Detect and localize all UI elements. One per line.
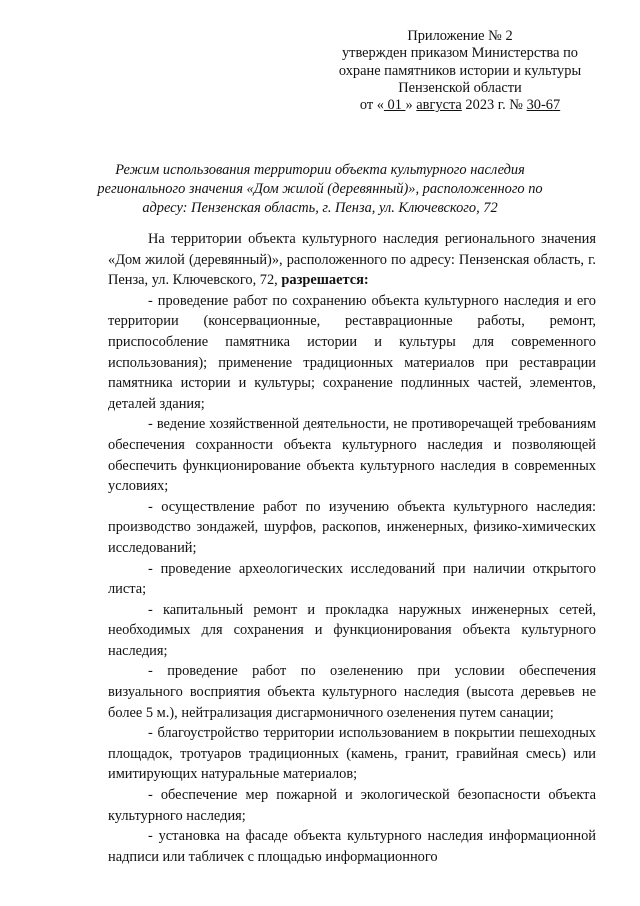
list-item: - осуществление работ по изучению объекта культурного наследия: производство зондажей, шурфов, раскопов, инженерных, физико-химических исследований; bbox=[108, 498, 596, 556]
list-item: - капитальный ремонт и прокладка наружных инженерных сетей, необходимых для сохранения и функционирования объекта культурного наследия; bbox=[108, 601, 596, 659]
intro-paragraph bbox=[108, 229, 596, 291]
appendix-number: Приложение № 2 bbox=[407, 28, 513, 44]
list-item: - обеспечение мер пожарной и экологической безопасности объекта культурного наследия; bbox=[108, 787, 596, 824]
list-item: - проведение работ по озеленению при условии обеспечения визуального восприятия объекта культурного наследия (высота деревьев не более 5 м.), нейтрализация дисгармоничного озеленения путем санации; bbox=[108, 663, 596, 721]
document-body bbox=[108, 229, 596, 867]
date-month: августа bbox=[416, 97, 462, 114]
date-year: 2023 г. № bbox=[461, 97, 527, 114]
list-item: - проведение археологических исследований при наличии открытого листа; bbox=[108, 560, 596, 598]
date-day: 01 bbox=[383, 97, 406, 114]
region-line: Пензенской области bbox=[398, 79, 522, 96]
order-number: 30-67 bbox=[526, 97, 561, 114]
list-item: - установка на фасаде объекта культурного наследия информационной надписи или табличек с площадью информационного bbox=[108, 828, 596, 865]
list-item: - благоустройство территории использованием в покрытии пешеходных площадок, тротуаров традиционных (камень, гранит, гравийная смесь) или имитирующих натуральные материалов; bbox=[108, 725, 596, 783]
appendix-header bbox=[300, 28, 620, 114]
list-item: - ведение хозяйственной деятельности, не противоречащей требованиям обеспечения сохранности объекта культурного наследия и позволяющей обеспечить функционирование объекта культурного наследия в современных условиях; bbox=[108, 416, 596, 495]
intro-text: На территории объекта культурного наследия регионального значения «Дом жилой (деревянный)», расположенного по адресу: Пензенская область, г. Пенза, ул. Ключевского, 72, bbox=[108, 231, 596, 289]
ministry-line: охране памятников истории и культуры bbox=[338, 62, 582, 79]
list-item: - проведение работ по сохранению объекта культурного наследия и его территории (консервационные, реставрационные работы, ремонт, приспособление памятника истории и культуры для современного использования); применение традиционных материалов при реставрации памятника истории и культуры; сохранение подлинных частей, элементов, деталей здания; bbox=[108, 292, 596, 412]
intro-bold: разрешается: bbox=[281, 272, 369, 289]
date-mid: » bbox=[405, 97, 417, 114]
document-title: Режим использования территории объекта культурного наследия регионального значения «Дом жилой (деревянный)», расположенного по адресу: Пензенская область, г. Пенза, ул. Ключевского, 72 bbox=[97, 162, 543, 216]
approval-line: утвержден приказом Министерства по bbox=[341, 45, 579, 62]
order-date-line bbox=[300, 97, 620, 114]
date-prefix: от « bbox=[359, 97, 384, 114]
